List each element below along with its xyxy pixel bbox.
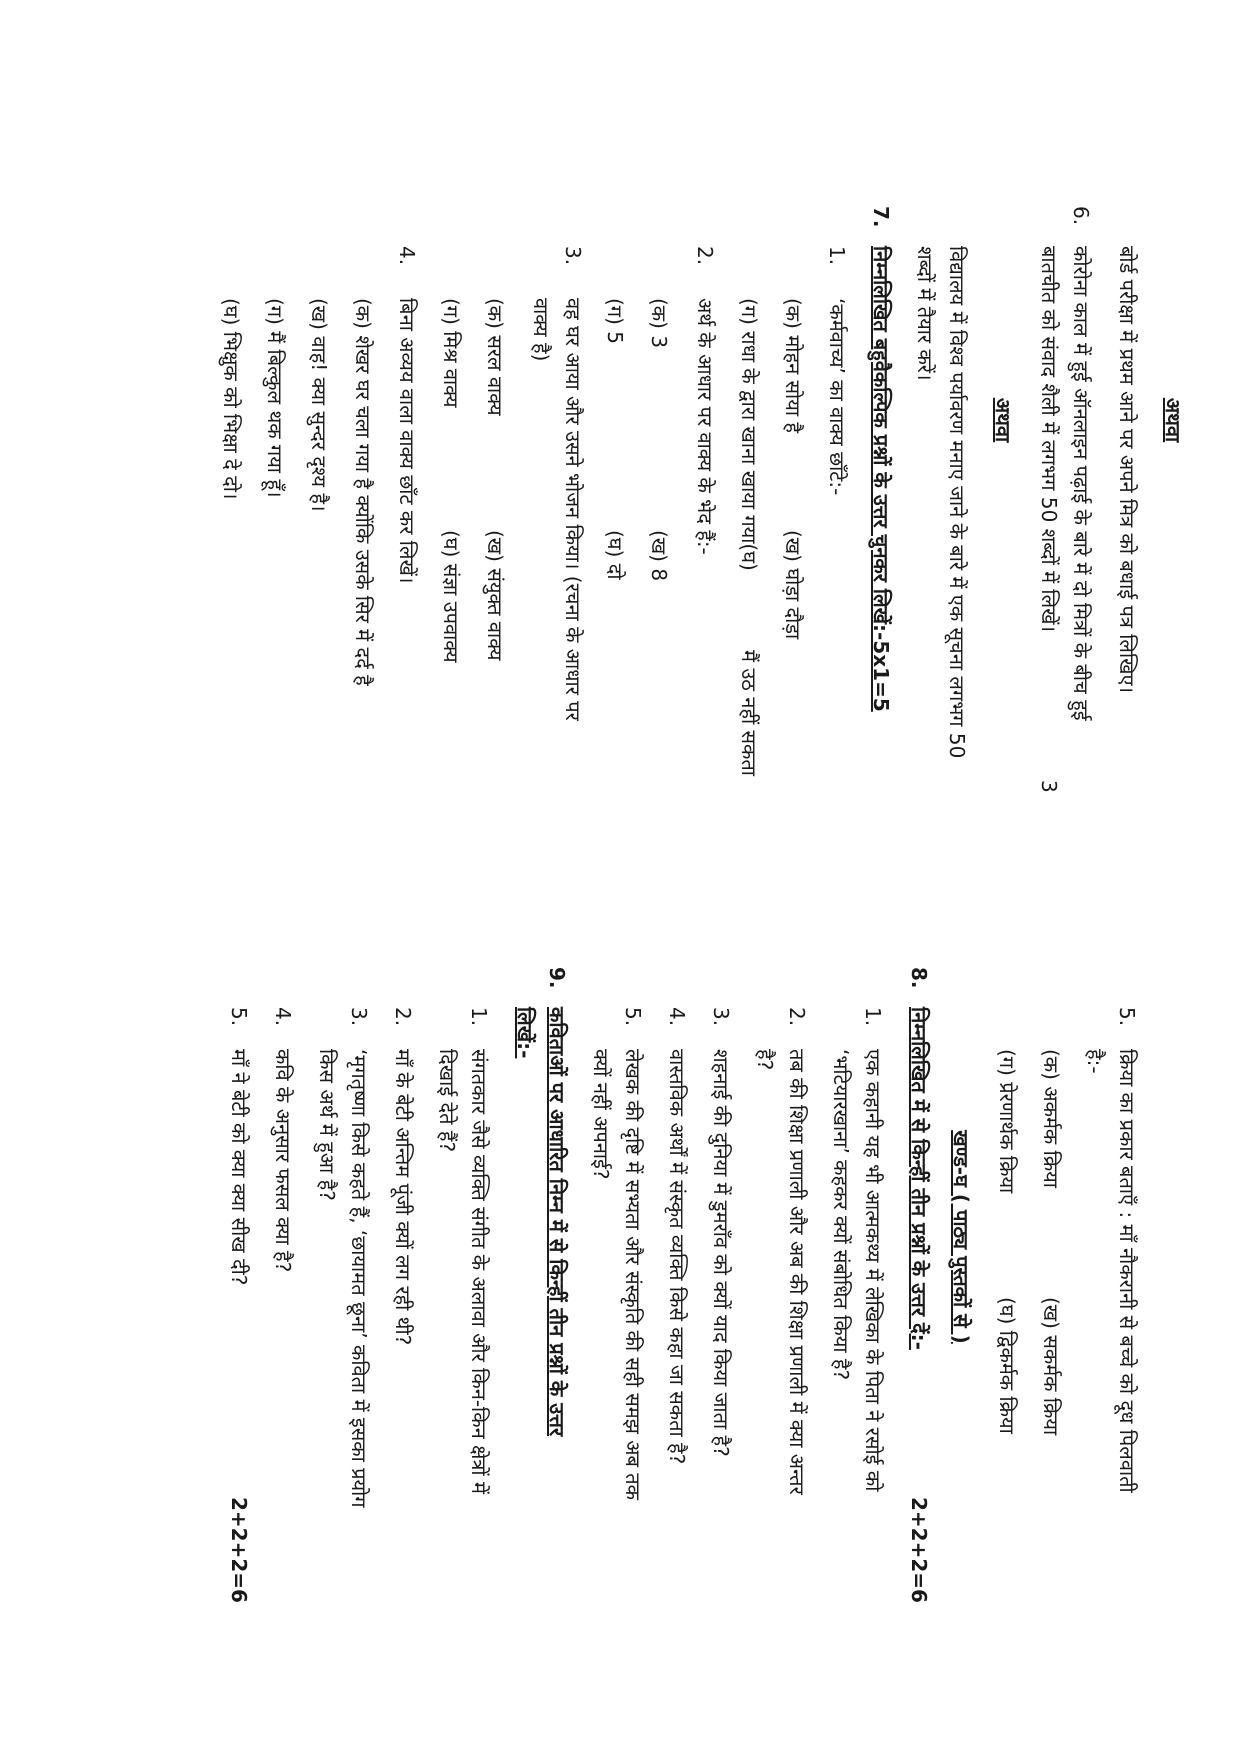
option: (क) शेखर घर चला गया है क्योंकि उसके सिर में दर्द है (351, 298, 375, 686)
option: (क) मोहन सोया है (781, 298, 805, 433)
text-line: माँ ने बेटी को क्या क्या सीख दी? (227, 1049, 251, 1286)
option: (ग) 5 (603, 298, 627, 344)
sub-question-number: 3. (561, 246, 585, 266)
option: (क) 3 (647, 298, 671, 349)
text-line: बिना अव्यय वाला वाक्य छाँट कर लिखें। (395, 298, 419, 584)
marks: 2+2+2=6 (227, 1497, 251, 1603)
option: (ख) सकर्मक क्रिया (1039, 1297, 1063, 1436)
text-line: है:- (1083, 1049, 1107, 1074)
text-line: है? (753, 1049, 777, 1071)
text-line: विद्यालय में विश्व पर्यावरण मनाए जाने के बारे में एक सूचना लगभग 50 (945, 246, 969, 759)
option: (क) अकर्मक क्रिया (1039, 1049, 1063, 1188)
sub-question-number: 2. (693, 246, 717, 266)
marks: 3 (1037, 780, 1061, 793)
option: (ख) संयुक्त वाक्य (483, 530, 507, 661)
heading-athva: अथवा (991, 397, 1015, 443)
sub-question-number: 1. (467, 1007, 491, 1027)
marks: 2+2+2=6 (907, 1497, 931, 1603)
text-line: शहनाई की दुनिया में डुमराँव को क्यों याद किया जाता है? (709, 1049, 733, 1457)
question-number: 9. (545, 967, 569, 989)
text-line: ‘भटियारखाना’ कहकर क्यों संबोधित किया है? (829, 1049, 853, 1381)
text-line: संगतकार जैसे व्यक्ति संगीत के अलावा और किन-किन क्षेत्रों में (467, 1049, 491, 1494)
sub-question-number: 4. (395, 246, 419, 266)
text-line: ‘कर्मवाच्य’ का वाक्य छाँटे:- (825, 298, 849, 496)
question-heading: लिखें:- (513, 1007, 537, 1059)
text-line: बातचीत को संवाद शैली में लगभग 50 शब्दों में लिखें। (1037, 246, 1061, 633)
option: (क) सरल वाक्य (483, 298, 507, 416)
text-line: शब्दों में तैयार करें। (913, 246, 937, 381)
question-number: 7. (869, 206, 893, 228)
sub-question-number: 3. (709, 1007, 733, 1027)
text-line: कोरोना काल में हुई ऑनलाइन पढ़ाई के बारे में दो मित्रों के बीच हुई (1069, 246, 1093, 721)
text-line: ‘मृगतृष्णा किसे कहते हैं, ‘छायामत छूना’ कविता में इसका प्रयोग (347, 1049, 371, 1508)
sub-question-number: 2. (785, 1007, 809, 1027)
option: (ख) 8 (647, 530, 671, 582)
option: (घ) भिक्षुक को भिक्षा दे दो। (219, 298, 243, 500)
sub-question-number: 4. (271, 1007, 295, 1027)
text-line: दिखाई देते हैं? (435, 1049, 459, 1153)
option: (घ) दो (603, 530, 627, 580)
text-line: लेखक की दृष्टि में सभ्यता और संस्कृति की सही समझ अब तक (621, 1049, 645, 1501)
text-line: कवि के अनुसार फसल क्या है? (271, 1049, 295, 1273)
question-heading: निम्नलिखित में से किन्हीं तीन प्रश्नों के उत्तर दें:- (907, 1007, 931, 1350)
text-line: माँ के बेटी अन्तिम पूंजी क्यों लग रही थी? (391, 1049, 415, 1346)
section-heading: खण्ड-घ ( पाठ्य पुस्तकों से ) (949, 1130, 973, 1344)
option: (घ) द्विकर्मक क्रिया (995, 1297, 1019, 1434)
sub-question-number: 3. (347, 1007, 371, 1027)
text-line: वास्तविक अर्थों में संस्कृत व्यक्ति किसे कहा जा सकता है? (665, 1049, 689, 1465)
option: (ग) प्रेरणार्थक क्रिया (995, 1049, 1019, 1194)
option: मैं उठ नहीं सकता (737, 650, 761, 776)
question-number: 8. (907, 967, 931, 989)
sub-question-number: 4. (665, 1007, 689, 1027)
sub-question-number: 1. (861, 1007, 885, 1027)
text-line: बोर्ड परीक्षा में प्रथम आने पर अपने मित्र को बधाई पत्र लिखिए। (1115, 246, 1139, 694)
text-line: क्रिया का प्रकार बताएँ : माँ नौकरानी से बच्चे को दूध पिलवाती (1115, 1049, 1139, 1493)
text-line: एक कहानी यह भी आत्मकथ्य में लेखिका के पिता ने रसोई को (861, 1049, 885, 1492)
text-line: क्यों नहीं अपनाई? (589, 1049, 613, 1180)
right-column (0, 877, 1241, 1754)
question-heading: कविताओं पर आधारित निम्न में से किन्हीं तीन प्रश्नों के उत्तर (545, 1007, 569, 1437)
option: (ग) मैं बिल्कुल थक गया हूँ। (263, 298, 287, 498)
option: (ख) घोड़ा दौड़ा (781, 530, 805, 640)
question-number: 6. (1069, 206, 1093, 226)
option: (ग) मिश्र वाक्य (439, 298, 463, 408)
text-line: तब की शिक्षा प्रणाली और अब की शिक्षा प्रणाली में क्या अन्तर (785, 1049, 809, 1495)
sub-question-number: 5. (1115, 1007, 1139, 1027)
heading-athva: अथवा (1161, 397, 1185, 443)
sub-question-number: 2. (391, 1007, 415, 1027)
text-line: वह घर आया और उसने भोजन किया। (रचना के आधार पर (561, 298, 585, 721)
option: (ग) राधा के द्वारा खाना खाया गया(घ) (737, 298, 761, 571)
question-heading: निम्नलिखित बहुवैकल्पिक प्रश्नों के उत्तर चुनकर लिखें:-5x1=5 (869, 246, 893, 712)
text-line: वाक्य है) (529, 298, 553, 362)
option: (घ) संज्ञा उपवाक्य (439, 530, 463, 663)
sub-question-number: 1. (825, 246, 849, 266)
sub-question-number: 5. (227, 1007, 251, 1027)
sub-question-number: 5. (621, 1007, 645, 1027)
option: (ख) वाह! क्या सुन्दर दृश्य है। (307, 298, 331, 512)
text-line: अर्थ के आधार पर वाक्य के भेद हैं:- (693, 298, 717, 555)
text-line: किस अर्थ में हुआ है? (315, 1049, 339, 1201)
